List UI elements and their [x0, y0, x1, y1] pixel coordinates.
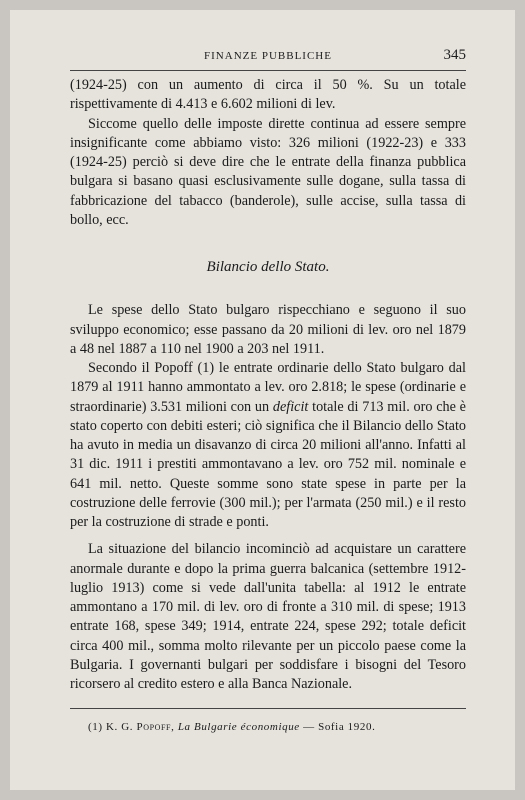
paragraph-balkan-war: La situazione del bilancio incominciò ad acquistare un carattere anormale durante e dopo la prima guerra balcanica (settembre 1912-luglio 1913) come si vede dall'unita tabella: al 1912 le entrate ammontano a 170 mil. di lev. oro di fronte a 310 mil. di spese; 1913 entrate 168, spese 349; 1914, entrate 224, spese 292; totale deficit circa 400 mil., somma molto rilevante per un piccolo paese come la Bulgaria. I governanti bulgari per soddisfare i bisogni del Tesoro ricorsero al credito estero e alla Banca Nazionale.	[70, 541, 466, 692]
footnote-marker: (1)	[88, 721, 103, 733]
footnote	[70, 708, 466, 733]
paragraph-direct-taxes: Siccome quello delle imposte dirette continua ad essere sempre insignificante come abbiamo visto: 326 milioni (1922-23) e 333 (1924-25) perciò si deve dire che le entrate della finanza pubblica bulgara si basano quasi esclusivamente sulle dogane, sulla tassa di fabbricazione del tabacco (banderole), sulle accise, sulla tassa di bollo, ecc.	[70, 115, 466, 228]
paragraph-state-expenses: Le spese dello Stato bulgaro rispecchiano e seguono il suo sviluppo economico; esse passano da 20 milioni di lev. oro nel 1879 a 48 nel 1887 a 110 nel 1900 a 203 nel 1911.	[70, 302, 466, 357]
deficit-italic: deficit	[272, 398, 309, 415]
paragraph-continuation: (1924-25) con un aumento di circa il 50 %. Su un totale rispettivamente di 4.413 e 6.602 milioni di lev.	[70, 77, 466, 113]
body-text	[70, 76, 466, 694]
paragraph-popoff	[70, 359, 466, 532]
running-head: FINANZE PUBBLICHE	[204, 50, 332, 62]
paragraph-popoff-part-b: totale di 713 mil. oro che è stato coperto con debiti esteri; ciò significa che il Bilancio dello Stato ha avuto in media un disavanzo di circa 20 milioni all'anno. Infatti al 31 dic. 1911 i prestiti ammontavano a lev. oro 752 mil. nominale e 641 mil. netto. Queste somme sono state spese in parte per la costruzione delle ferrovie (300 mil.); per l'armata (250 mil.) e il resto per la costruzione di strade e ponti.	[70, 398, 466, 530]
footnote-author: K. G. Popoff,	[106, 721, 175, 733]
page-header	[70, 46, 466, 71]
paragraph-gap	[70, 532, 466, 540]
footnote-text	[70, 721, 466, 733]
section-title: Bilancio dello Stato.	[206, 259, 330, 275]
footnote-publication: — Sofia 1920.	[303, 721, 376, 733]
footnote-book-title: La Bulgarie économique	[177, 721, 300, 733]
paragraph-popoff-part-a: Secondo il Popoff (1) le entrate ordinarie dello Stato bulgaro dal 1879 al 1911 hanno ammontato a lev. oro 2.818; le spese (ordinarie e straordinarie) 3.531 milioni con un	[70, 360, 466, 415]
page-number: 345	[443, 47, 466, 63]
footnote-rule	[70, 708, 466, 709]
book-page	[10, 10, 515, 790]
